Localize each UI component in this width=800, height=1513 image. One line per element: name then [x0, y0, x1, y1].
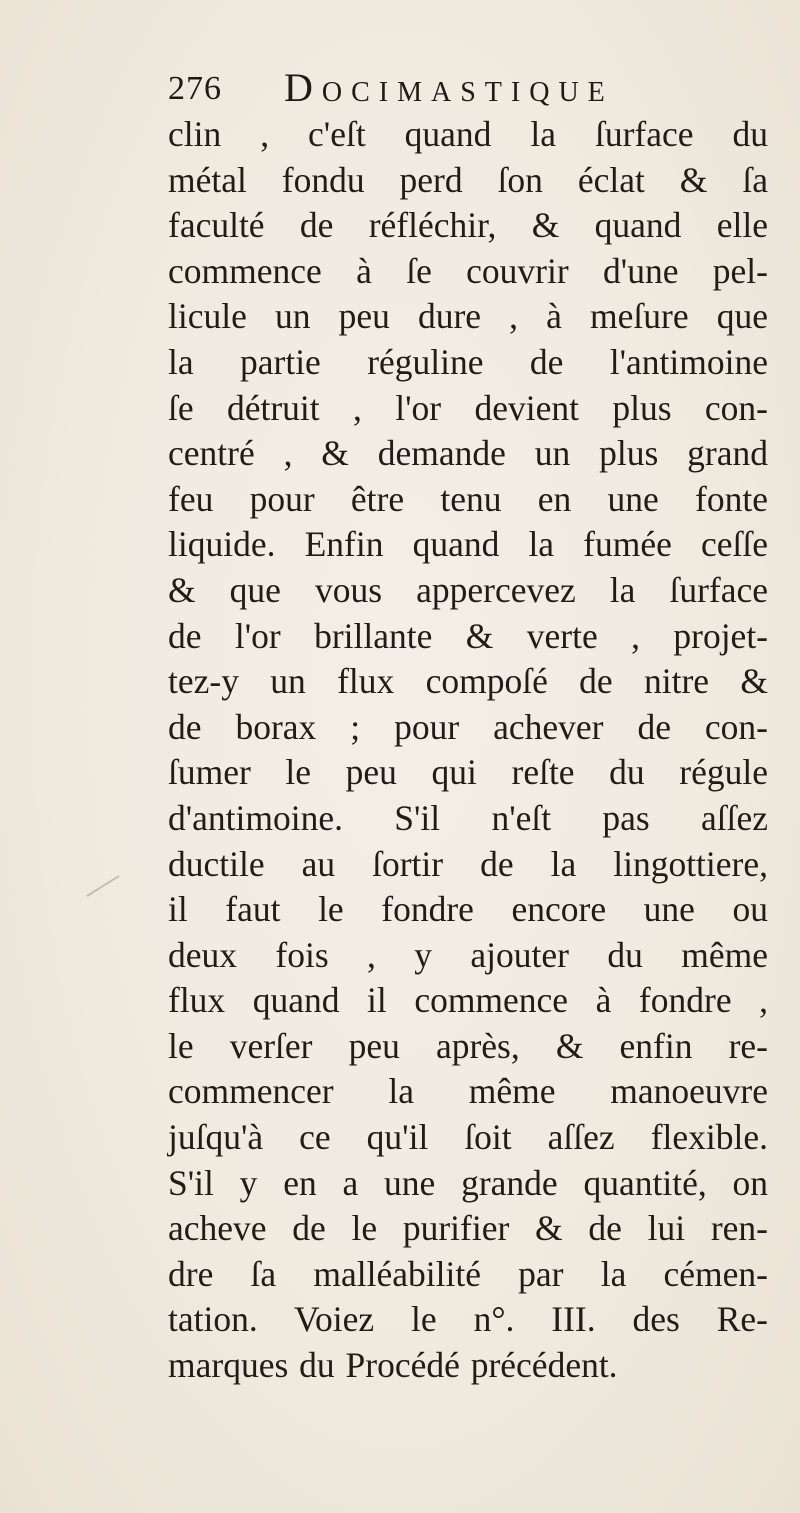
text-line: il faut le fondre encore une ou — [168, 889, 768, 930]
text-line: juſqu'à ce qu'il ſoit aſſez flexible. — [168, 1117, 768, 1158]
text-line: acheve de le purifier & de lui ren- — [168, 1208, 768, 1249]
text-line: centré , & demande un plus grand — [168, 433, 768, 474]
text-line: clin , c'eſt quand la ſurface du — [168, 114, 768, 154]
text-line: le verſer peu après, & enfin re- — [168, 1025, 768, 1066]
page-number: 276 — [168, 70, 222, 107]
text-line: S'il y en a une grande quantité, on — [168, 1162, 768, 1203]
text-line: & que vous appercevez la ſurface — [168, 569, 768, 610]
text-line: marques du Procédé précédent. — [168, 1345, 618, 1386]
text-line: métal fondu perd ſon éclat & ſa — [168, 159, 768, 200]
text-line: feu pour être tenu en une fonte — [168, 478, 768, 519]
paper-blemish — [86, 875, 119, 897]
text-line: dre ſa malléabilité par la cémen- — [168, 1253, 768, 1294]
text-line: ſumer le peu qui reſte du régule — [168, 752, 768, 793]
text-line: liquide. Enfin quand la fumée ceſſe — [168, 524, 768, 565]
text-line: de borax ; pour achever de con- — [168, 706, 768, 747]
text-line: licule un peu dure , à meſure que — [168, 296, 768, 337]
body-text — [168, 112, 768, 1389]
text-line: ductile au ſortir de la lingottiere, — [168, 843, 768, 884]
text-line: ſe détruit , l'or devient plus con- — [168, 387, 768, 428]
text-line: commence à ſe couvrir d'une pel- — [168, 250, 768, 291]
text-line: commencer la même manoeuvre — [168, 1071, 768, 1112]
text-line: tation. Voiez le n°. III. des Re- — [168, 1299, 768, 1340]
text-line: de l'or brillante & verte , projet- — [168, 615, 768, 656]
text-line: flux quand il commence à fondre , — [168, 980, 768, 1021]
text-line: faculté de réfléchir, & quand elle — [168, 205, 768, 246]
text-line: tez-y un flux compoſé de nitre & — [168, 661, 768, 702]
running-title: Docimastique — [284, 65, 614, 110]
text-line: la partie réguline de l'antimoine — [168, 341, 768, 382]
text-line: d'antimoine. S'il n'eſt pas aſſez — [168, 797, 768, 838]
text-line: deux fois , y ajouter du même — [168, 934, 768, 975]
